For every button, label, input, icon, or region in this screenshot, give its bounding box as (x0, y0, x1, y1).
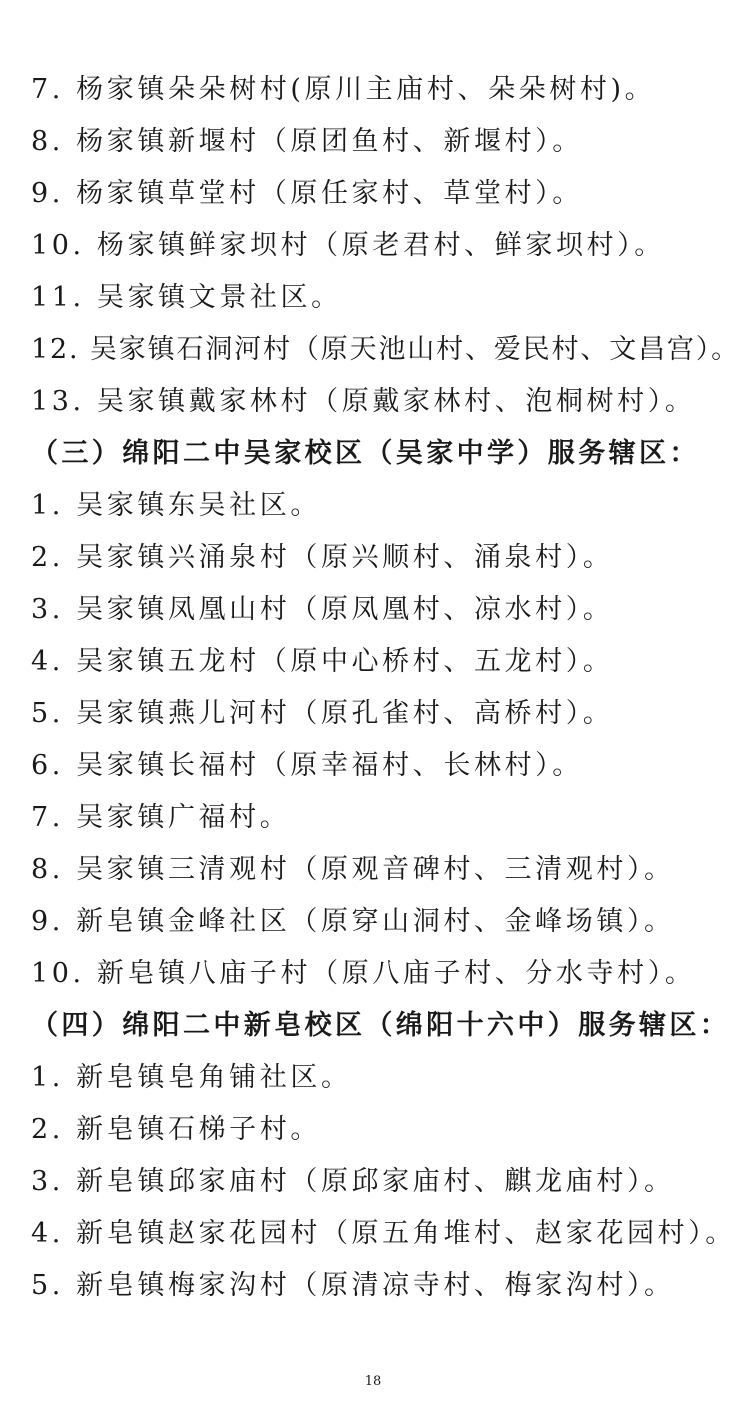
list-item: 10. 杨家镇鲜家坝村（原老君村、鲜家坝村）。 (31, 230, 665, 261)
list-item: 7. 杨家镇朵朵树村(原川主庙村、朵朵树村)。 (31, 74, 656, 105)
list-item: 12. 吴家镇石洞河村（原天池山村、爱民村、文昌宫）。 (31, 334, 740, 365)
list-item: 8. 杨家镇新堰村（原团鱼村、新堰村）。 (31, 126, 583, 157)
list-item: 7. 吴家镇广福村。 (31, 802, 291, 833)
list-item: 9. 杨家镇草堂村（原任家村、草堂村）。 (31, 178, 583, 209)
list-item: 3. 吴家镇凤凰山村（原凤凰村、凉水村）。 (31, 594, 614, 625)
list-item: 5. 新皂镇梅家沟村（原清凉寺村、梅家沟村）。 (31, 1270, 675, 1301)
list-item: 2. 吴家镇兴涌泉村（原兴顺村、涌泉村）。 (31, 542, 614, 573)
list-item: 9. 新皂镇金峰社区（原穿山洞村、金峰场镇）。 (31, 906, 675, 937)
list-item: 2. 新皂镇石梯子村。 (31, 1114, 321, 1145)
list-item: 4. 新皂镇赵家花园村（原五角堆村、赵家花园村）。 (31, 1218, 736, 1249)
list-item: 13. 吴家镇戴家林村（原戴家林村、泡桐树村）。 (31, 386, 696, 417)
list-item: 1. 新皂镇皂角铺社区。 (31, 1062, 352, 1093)
list-item: 11. 吴家镇文景社区。 (31, 282, 342, 313)
section-heading: （三）绵阳二中吴家校区（吴家中学）服务辖区： (31, 438, 700, 469)
list-item: 4. 吴家镇五龙村（原中心桥村、五龙村）。 (31, 646, 614, 677)
section-heading: （四）绵阳二中新皂校区（绵阳十六中）服务辖区： (31, 1010, 731, 1041)
list-item: 8. 吴家镇三清观村（原观音碑村、三清观村）。 (31, 854, 675, 885)
list-item: 10. 新皂镇八庙子村（原八庙子村、分水寺村）。 (31, 958, 696, 989)
list-item: 6. 吴家镇长福村（原幸福村、长林村）。 (31, 750, 583, 781)
list-item: 3. 新皂镇邱家庙村（原邱家庙村、麒龙庙村）。 (31, 1166, 675, 1197)
page-number: 18 (364, 1374, 382, 1389)
list-item: 1. 吴家镇东吴社区。 (31, 490, 321, 521)
list-item: 5. 吴家镇燕儿河村（原孔雀村、高桥村）。 (31, 698, 614, 729)
